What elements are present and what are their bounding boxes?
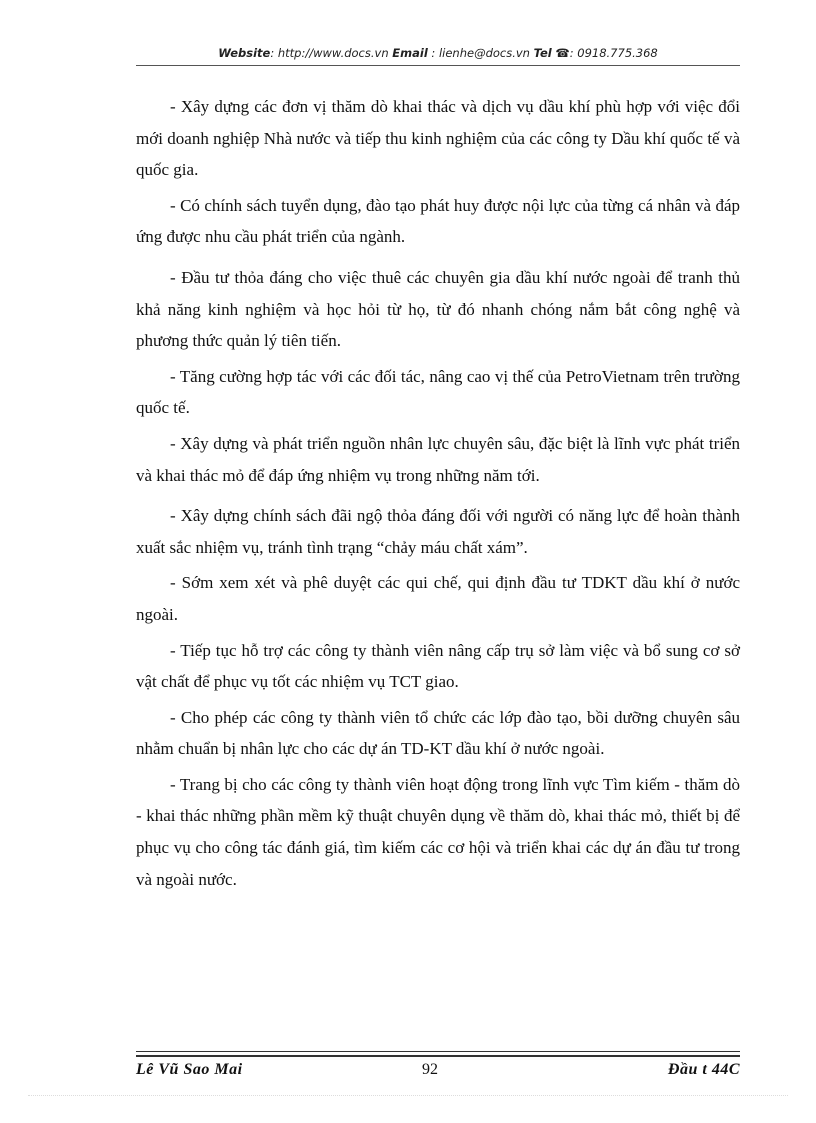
email-label: Email <box>392 46 428 60</box>
header-divider <box>136 65 740 66</box>
footer-author: Lê Vũ Sao Mai <box>136 1061 243 1078</box>
paragraph: - Có chính sách tuyển dụng, đào tạo phát huy được nội lực của từng cá nhân và đáp ứng được nhu cầu phát triển của ngành. <box>136 195 740 247</box>
paragraph: - Cho phép các công ty thành viên tổ chức các lớp đào tạo, bồi dưỡng chuyên sâu nhằm chuẩn bị nhân lực cho các dự án TD-KT dầu khí ở nước ngoài. <box>136 707 740 759</box>
page-footer <box>136 1061 740 1085</box>
footer-divider-thin <box>136 1051 740 1052</box>
footer-class-label: Đầu t 44C <box>667 1061 740 1078</box>
page-number: 92 <box>422 1061 438 1078</box>
email-address: : lienhe@docs.vn <box>431 46 530 60</box>
website-label: Website <box>218 46 271 60</box>
paragraph: - Trang bị cho các công ty thành viên hoạt động trong lĩnh vực Tìm kiếm - thăm dò - khai thác những phần mềm kỹ thuật chuyên dụng về thăm dò, khai thác mỏ, thiết bị để phục vụ cho công tác đánh giá, tìm kiếm các cơ hội và triển khai các dự án đầu tư trong và ngoài nước. <box>136 774 740 889</box>
tel-label: Tel <box>533 46 552 60</box>
paragraph: - Xây dựng các đơn vị thăm dò khai thác và dịch vụ dầu khí phù hợp với việc đổi mới doanh nghiệp Nhà nước và tiếp thu kinh nghiệm của các công ty Dầu khí quốc tế và quốc gia. <box>136 97 740 180</box>
footer-divider-thick <box>136 1055 740 1057</box>
paragraph: - Xây dựng và phát triển nguồn nhân lực chuyên sâu, đặc biệt là lĩnh vực phát triển và khai thác mỏ để đáp ứng nhiệm vụ trong những năm tới. <box>136 433 740 485</box>
paragraph: - Sớm xem xét và phê duyệt các qui chế, qui định đầu tư TDKT dầu khí ở nước ngoài. <box>136 573 740 624</box>
phone-icon: ☎ <box>555 46 570 60</box>
tel-number: : 0918.775.368 <box>569 46 658 60</box>
website-url: : http://www.docs.vn <box>270 46 389 60</box>
document-body <box>136 91 740 899</box>
paragraph: - Tăng cường hợp tác với các đối tác, nâng cao vị thế của PetroVietnam trên trường quốc tế. <box>136 366 740 418</box>
page-header <box>136 46 740 60</box>
paragraph: - Đầu tư thỏa đáng cho việc thuê các chuyên gia dầu khí nước ngoài để tranh thủ khả năng kinh nghiệm và học hỏi từ họ, từ đó nhanh chóng nắm bắt công nghệ và phương thức quản lý tiên tiến. <box>136 267 740 351</box>
bottom-dotted-line <box>28 1095 788 1096</box>
paragraph: - Tiếp tục hỗ trợ các công ty thành viên nâng cấp trụ sở làm việc và bổ sung cơ sở vật chất để phục vụ tốt các nhiệm vụ TCT giao. <box>136 640 740 692</box>
paragraph: - Xây dựng chính sách đãi ngộ thỏa đáng đối với người có năng lực để hoàn thành xuất sắc nhiệm vụ, tránh tình trạng “chảy máu chất xám”. <box>136 506 740 557</box>
